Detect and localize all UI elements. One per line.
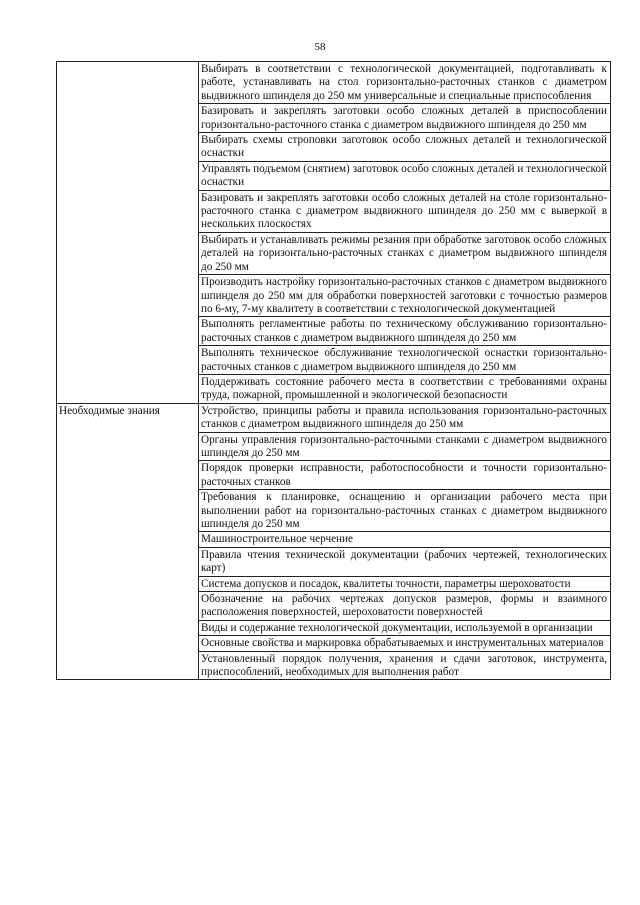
requirement-item: Выбирать в соответствии с технологической документацией, подготавливать к работе, устанавливать на стол горизонтально-расточных станков с диаметром выдвижного шпинделя до 250 мм универсальные и специальные приспособления [199,62,611,104]
requirement-item: Производить настройку горизонтально-расточных станков с диаметром выдвижного шпинделя до 250 мм для обработки поверхностей заготовки с точностью размеров по 6-му, 7-му квалитету в соответствии с технологической документацией [199,275,611,317]
requirement-item: Поддерживать состояние рабочего места в соответствии с требованиями охраны труда, пожарной, промышленной и экологической безопасности [199,374,611,403]
competency-table-body [57,62,611,680]
requirement-item: Выполнять техническое обслуживание технологической оснастки горизонтально-расточных станков с диаметром выдвижного шпинделя до 250 мм [199,346,611,375]
page-number: 58 [314,41,326,53]
requirement-item: Обозначение на рабочих чертежах допусков размеров, формы и взаимного расположения поверхностей, шероховатости поверхностей [199,592,611,621]
requirement-item: Базировать и закреплять заготовки особо сложных деталей в приспособлении горизонтально-расточного станка с диаметром выдвижного шпинделя до 250 мм [199,104,611,133]
requirement-item: Управлять подъемом (снятием) заготовок особо сложных деталей и технологической оснастки [199,161,611,190]
requirement-item: Правила чтения технической документации (рабочих чертежей, технологических карт) [199,547,611,576]
requirement-item: Виды и содержание технологической документации, используемой в организации [199,620,611,635]
requirement-item: Порядок проверки исправности, работоспособности и точности горизонтально-расточных станков [199,461,611,490]
section-label: Необходимые знания [57,403,199,680]
requirement-item: Выбирать схемы строповки заготовок особо сложных деталей и технологической оснастки [199,133,611,162]
requirement-item: Выбирать и устанавливать режимы резания при обработке заготовок особо сложных деталей на горизонтально-расточных станках с диаметром выдвижного шпинделя до 250 мм [199,232,611,274]
requirement-item: Установленный порядок получения, хранения и сдачи заготовок, инструмента, приспособлений, необходимых для выполнения работ [199,651,611,680]
table-row [57,403,611,432]
requirement-item: Машиностроительное черчение [199,532,611,547]
requirement-item: Устройство, принципы работы и правила использования горизонтально-расточных станков с диаметром выдвижного шпинделя до 250 мм [199,403,611,432]
requirement-item: Основные свойства и маркировка обрабатываемых и инструментальных материалов [199,636,611,651]
competency-table [56,61,611,680]
section-label [57,62,199,404]
table-row [57,62,611,104]
requirement-item: Требования к планировке, оснащению и организации рабочего места при выполнении работ на горизонтально-расточных станках с диаметром выдвижного шпинделя до 250 мм [199,490,611,532]
requirement-item: Выполнять регламентные работы по техническому обслуживанию горизонтально-расточных станков с диаметром выдвижного шпинделя до 250 мм [199,317,611,346]
requirement-item: Система допусков и посадок, квалитеты точности, параметры шероховатости [199,576,611,591]
requirement-item: Органы управления горизонтально-расточными станками с диаметром выдвижного шпинделя до 250 мм [199,432,611,461]
requirement-item: Базировать и закреплять заготовки особо сложных деталей на столе горизонтально-расточного станка с диаметром выдвижного шпинделя до 250 мм с выверкой в нескольких плоскостях [199,190,611,232]
